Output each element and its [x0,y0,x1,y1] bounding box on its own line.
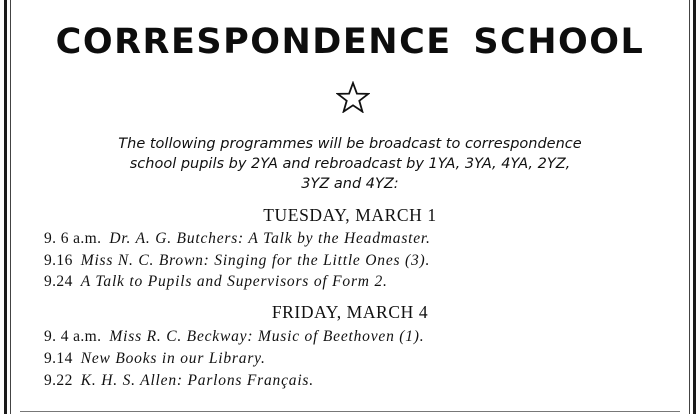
intro-line-3: 3YZ and 4YZ: [301,176,399,192]
day-heading-friday: FRIDAY, MARCH 4 [271,302,429,322]
page-title: CORRESPONDENCE SCHOOL [55,22,645,62]
intro-line-1: The tollowing programmes will be broadcast to correspondence [118,136,582,152]
bottom-divider [20,411,680,412]
item-program: New Books in our Library. [80,350,266,367]
schedule-item [44,349,266,368]
intro-line-2: school pupils by 2YA and rebroadcast by 1YA, 3YA, 4YA, 2YZ, [129,156,571,172]
item-program: Dr. A. G. Butchers: A Talk by the Headmaster. [109,230,431,247]
schedule-item [44,327,424,346]
item-time: 9.22 [44,372,73,389]
item-program: Miss N. C. Brown: Singing for the Little Ones (3). [80,252,431,269]
item-program: K. H. S. Allen: Parlons Français. [80,372,314,389]
star-icon [336,81,370,113]
item-program: Miss R. C. Beckway: Music of Beethoven (1). [109,328,425,345]
item-time: 9.16 [44,252,73,269]
schedule-item [44,371,314,390]
item-time: 9. 4 a.m. [44,328,102,345]
schedule-item [44,229,431,248]
item-time: 9.14 [44,350,73,367]
item-time: 9.24 [44,273,73,290]
item-program: A Talk to Pupils and Supervisors of Form 2. [80,273,388,290]
schedule-item [44,272,388,291]
day-heading-tuesday: TUESDAY, MARCH 1 [263,205,437,225]
schedule-item [44,251,430,270]
item-time: 9. 6 a.m. [44,230,102,247]
